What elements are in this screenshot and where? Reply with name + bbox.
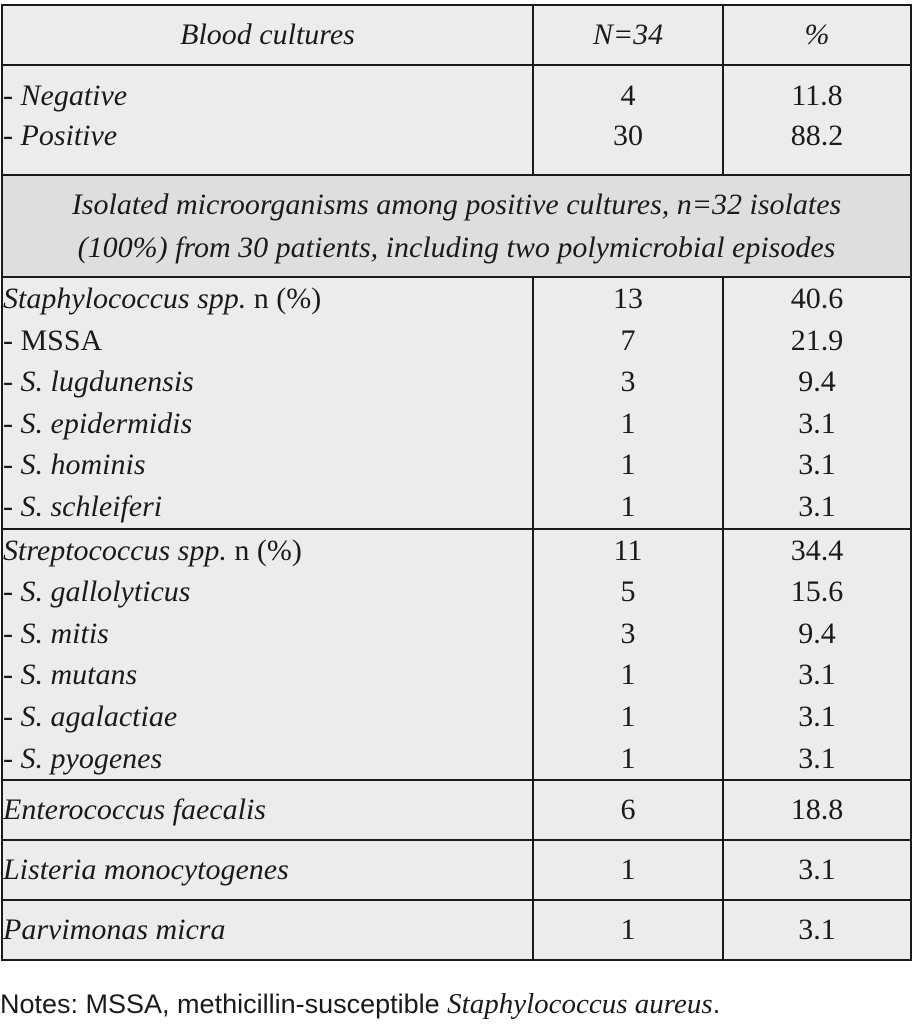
parvimonas-n: 1 bbox=[533, 900, 723, 960]
species-percent: 15.6 bbox=[790, 575, 844, 609]
staphylococcus-percent: 40.6 bbox=[790, 282, 844, 315]
species-n: 1 bbox=[620, 489, 636, 523]
species-percent: 3.1 bbox=[798, 489, 836, 523]
species-label: - S. schleiferi bbox=[3, 489, 163, 523]
streptococcus-group-row bbox=[2, 529, 911, 781]
parvimonas-label: Parvimonas micra bbox=[2, 900, 533, 960]
header-label: Blood cultures bbox=[2, 5, 533, 65]
species-n: 1 bbox=[620, 658, 636, 692]
staphylococcus-genus: Staphylococcus spp. n (%) bbox=[3, 282, 322, 315]
negative-percent: 11.8 bbox=[791, 79, 843, 112]
species-percent: 9.4 bbox=[798, 616, 836, 650]
species-n: 7 bbox=[620, 323, 636, 357]
header-percent: % bbox=[723, 5, 911, 65]
header-n: N=34 bbox=[533, 5, 723, 65]
listeria-percent: 3.1 bbox=[723, 840, 911, 900]
streptococcus-n: 11 bbox=[613, 533, 643, 567]
enterococcus-label: Enterococcus faecalis bbox=[2, 780, 533, 840]
species-label: - S. gallolyticus bbox=[3, 575, 191, 609]
species-percent: 3.1 bbox=[798, 448, 836, 482]
species-percent: 3.1 bbox=[798, 406, 836, 440]
listeria-n: 1 bbox=[533, 840, 723, 900]
parvimonas-row bbox=[2, 900, 911, 960]
negative-label: - Negative bbox=[3, 79, 128, 112]
positive-n: 30 bbox=[613, 119, 643, 152]
isolates-banner-row bbox=[2, 175, 911, 277]
species-label: - S. pyogenes bbox=[3, 741, 163, 775]
staphylococcus-n: 13 bbox=[613, 282, 643, 315]
positive-label: - Positive bbox=[3, 119, 118, 152]
species-n: 1 bbox=[620, 406, 636, 440]
species-percent: 3.1 bbox=[798, 699, 836, 733]
cultures-row bbox=[2, 65, 911, 175]
header-row bbox=[2, 5, 911, 65]
species-percent: 9.4 bbox=[798, 365, 836, 399]
species-n: 5 bbox=[620, 575, 636, 609]
species-label: - S. mitis bbox=[3, 616, 109, 650]
banner-line-2: (100%) from 30 patients, including two polymicrobial episodes bbox=[77, 231, 836, 264]
listeria-label: Listeria monocytogenes bbox=[2, 840, 533, 900]
species-percent: 3.1 bbox=[798, 741, 836, 775]
species-n: 1 bbox=[620, 699, 636, 733]
species-label: - S. lugdunensis bbox=[3, 365, 194, 399]
positive-percent: 88.2 bbox=[790, 119, 844, 152]
table-notes: Notes: MSSA, methicillin-susceptible Staphylococcus aureus. bbox=[0, 988, 721, 1020]
species-label: - MSSA bbox=[3, 323, 103, 357]
streptococcus-genus: Streptococcus spp. n (%) bbox=[3, 533, 302, 567]
species-n: 1 bbox=[620, 448, 636, 482]
blood-cultures-table bbox=[1, 4, 912, 961]
species-label: - S. epidermidis bbox=[3, 406, 193, 440]
species-label: - S. agalactiae bbox=[3, 699, 178, 733]
enterococcus-percent: 18.8 bbox=[723, 780, 911, 840]
species-percent: 21.9 bbox=[790, 323, 844, 357]
banner-line-1: Isolated microorganisms among positive cultures, n=32 isolates bbox=[71, 188, 842, 221]
species-n: 3 bbox=[620, 616, 636, 650]
streptococcus-percent: 34.4 bbox=[790, 533, 844, 567]
listeria-row bbox=[2, 840, 911, 900]
parvimonas-percent: 3.1 bbox=[723, 900, 911, 960]
isolates-banner bbox=[2, 175, 911, 277]
staphylococcus-group-row bbox=[2, 277, 911, 529]
species-label: - S. mutans bbox=[3, 658, 138, 692]
species-n: 1 bbox=[620, 741, 636, 775]
enterococcus-n: 6 bbox=[533, 780, 723, 840]
species-n: 3 bbox=[620, 365, 636, 399]
species-percent: 3.1 bbox=[798, 658, 836, 692]
negative-n: 4 bbox=[620, 79, 636, 112]
enterococcus-row bbox=[2, 780, 911, 840]
species-label: - S. hominis bbox=[3, 448, 146, 482]
